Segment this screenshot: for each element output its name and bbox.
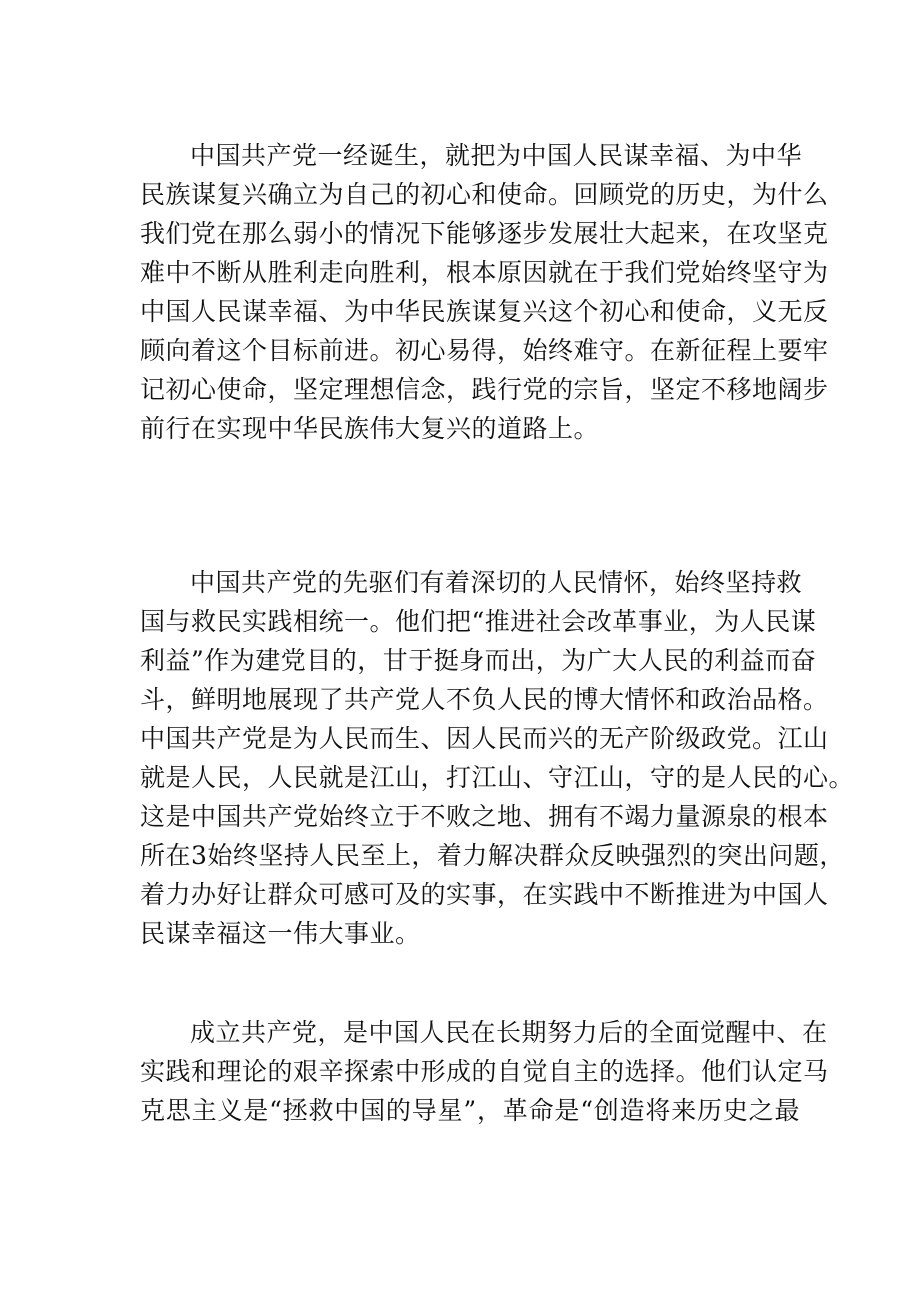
text-line: 中国共产党一经诞生，就把为中国人民谋幸福、为中华	[190, 141, 803, 170]
text-line: 我们党在那么弱小的情况下能够逐步发展壮大起来，在攻坚克	[140, 219, 829, 248]
text-line: 就是人民，人民就是江山，打江山、守江山，守的是人民的心。	[140, 763, 855, 792]
text-line: 斗，鲜明地展现了共产党人不负人民的博大情怀和政治品格。	[140, 685, 829, 714]
paragraph-initial-mission	[140, 136, 829, 448]
text-line: 所在3始终坚持人民至上，着力解决群众反映强烈的突出问题，	[140, 841, 845, 870]
text-line: 民谋幸福这一伟大事业。	[140, 919, 421, 948]
text-line: 实践和理论的艰辛探索中形成的自觉自主的选择。他们认定马	[140, 1057, 829, 1086]
text-line: 着力办好让群众可感可及的实事，在实践中不断推进为中国人	[140, 880, 829, 909]
text-line: 克思主义是“拯救中国的导星”，革命是“创造将来历史之最	[140, 1096, 800, 1125]
text-line: 前行在实现中华民族伟大复兴的道路上。	[140, 414, 600, 443]
text-line: 顾向着这个目标前进。初心易得，始终难守。在新征程上要牢	[140, 336, 829, 365]
text-line: 中国共产党的先驱们有着深切的人民情怀，始终坚持救	[190, 568, 803, 597]
text-line: 这是中国共产党始终立于不败之地、拥有不竭力量源泉的根本	[140, 802, 829, 831]
text-line: 难中不断从胜利走向胜利，根本原因就在于我们党始终坚守为	[140, 258, 829, 287]
text-line: 利益”作为建党目的，甘于挺身而出，为广大人民的利益而奋	[140, 646, 817, 675]
paragraph-founding-party	[140, 1013, 829, 1130]
text-line: 民族谋复兴确立为自己的初心和使命。回顾党的历史，为什么	[140, 180, 829, 209]
text-line: 中国共产党是为人民而生、因人民而兴的无产阶级政党。江山	[140, 724, 829, 753]
paragraph-people-sentiment	[140, 563, 855, 953]
text-line: 记初心使命，坚定理想信念，践行党的宗旨，坚定不移地阔步	[140, 375, 829, 404]
text-line: 国与救民实践相统一。他们把“推进社会改革事业，为人民谋	[140, 607, 817, 636]
text-line: 成立共产党，是中国人民在长期努力后的全面觉醒中、在	[190, 1018, 828, 1047]
text-line: 中国人民谋幸福、为中华民族谋复兴这个初心和使命，义无反	[140, 297, 829, 326]
